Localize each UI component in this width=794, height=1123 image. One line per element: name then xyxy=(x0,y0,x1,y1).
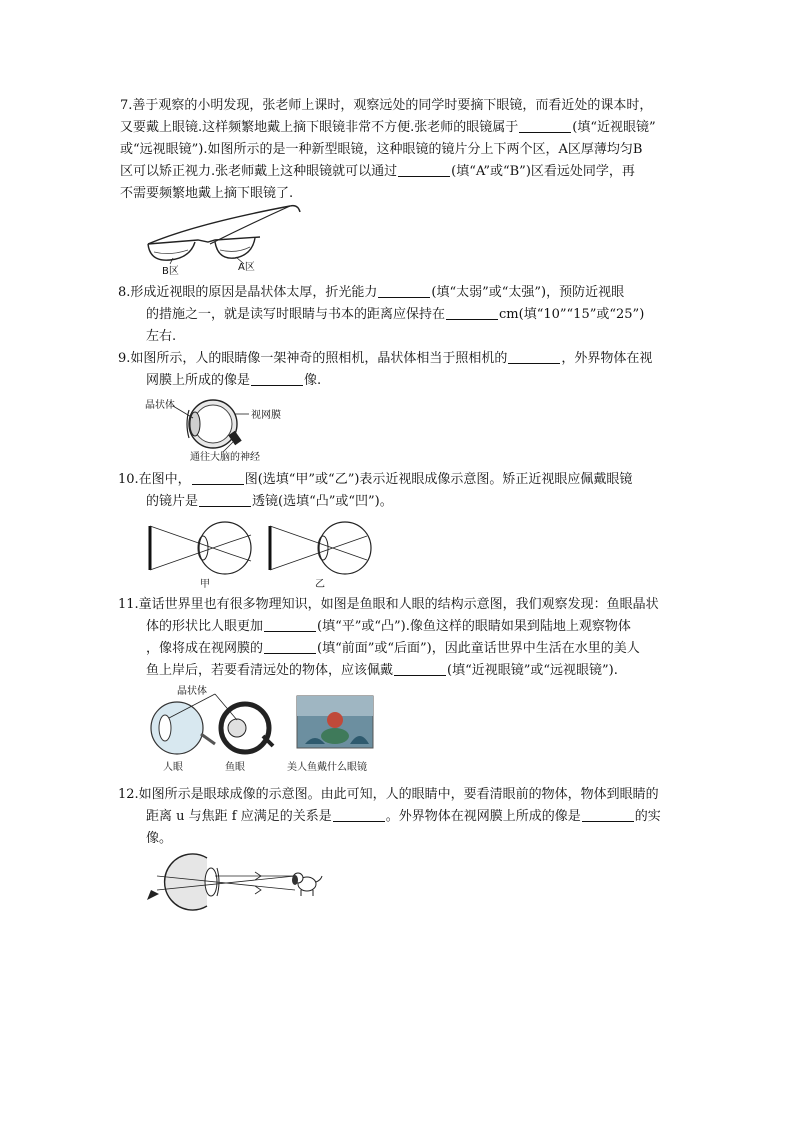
q10-blank1[interactable] xyxy=(192,472,244,485)
fish-eye-figure xyxy=(145,684,395,774)
q9-nerve-label: 通往大脑的神经 xyxy=(190,452,260,462)
q8-blank2[interactable] xyxy=(446,307,498,320)
q7-line2: 又要戴上眼镜.这样频繁地戴上摘下眼镜非常不方便.张老师的眼镜属于 (填“近视眼镜” xyxy=(120,120,656,135)
q11-line2: 体的形状比人眼更加 (填“平”或“凸”).像鱼这样的眼睛如果到陆地上观察物体 xyxy=(146,619,631,634)
q11-blank2[interactable] xyxy=(264,641,316,654)
q7-blank1[interactable] xyxy=(519,120,571,133)
q9-line1: 9.如图所示，人的眼睛像一架神奇的照相机，晶状体相当于照相机的 ，外界物体在视 xyxy=(118,351,653,366)
q7-line3: 或“远视眼镜”).如图所示的是一种新型眼镜，这种眼镜的镜片分上下两个区，A区厚薄均匀B xyxy=(120,142,643,157)
eye-imaging-figure xyxy=(145,850,325,914)
q8-line3: 左右. xyxy=(146,329,177,344)
q11-blank3[interactable] xyxy=(394,663,446,676)
q12-line3: 像。 xyxy=(146,831,173,846)
glasses-b-label: B区 xyxy=(162,266,179,277)
eye-camera-figure xyxy=(145,396,315,462)
q12-blank2[interactable] xyxy=(582,809,634,822)
q10-line2: 的镜片是 透镜(选填“凸”或“凹”)。 xyxy=(146,494,393,509)
q11-human-label: 人眼 xyxy=(163,762,183,773)
q11-fish-label: 鱼眼 xyxy=(225,762,245,773)
q11-line1: 11.童话世界里也有很多物理知识，如图是鱼眼和人眼的结构示意图，我们观察发现：鱼眼晶状 xyxy=(118,597,659,612)
q9-retina-label: 视网膜 xyxy=(251,410,281,421)
glasses-a-label: A区 xyxy=(238,262,255,273)
glasses-figure xyxy=(140,200,310,280)
q8-line1: 8.形成近视眼的原因是晶状体太厚，折光能力 (填“太弱”或“太强”)，预防近视眼 xyxy=(118,285,625,300)
q7-blank2[interactable] xyxy=(398,164,450,177)
q9-blank1[interactable] xyxy=(508,351,560,364)
myopia-hyperopia-figure xyxy=(145,514,385,590)
q7-line4: 区可以矫正视力.张老师戴上这种眼镜就可以通过 (填“A”或“B”)区看远处同学，再 xyxy=(120,164,635,179)
q12-line2: 距离 u 与焦距 f 应满足的关系是 。外界物体在视网膜上所成的像是 的实 xyxy=(146,809,661,824)
q11-blank1[interactable] xyxy=(264,619,316,632)
q7-line1: 7.善于观察的小明发现，张老师上课时，观察远处的同学时要摘下眼镜，而看近处的课本时， xyxy=(120,98,653,113)
q9-blank2[interactable] xyxy=(251,373,303,386)
q11-mermaid-label: 美人鱼戴什么眼镜 xyxy=(287,762,367,773)
q9-line2: 网膜上所成的像是 像. xyxy=(146,373,322,388)
q7-line5: 不需要频繁地戴上摘下眼镜了. xyxy=(120,186,294,201)
q10-yi-label: 乙 xyxy=(315,579,325,590)
q8-blank1[interactable] xyxy=(378,285,430,298)
q12-line1: 12.如图所示是眼球成像的示意图。由此可知，人的眼睛中，要看清眼前的物体，物体到眼睛的 xyxy=(118,787,659,802)
q11-line4: 鱼上岸后，若要看清远处的物体，应该佩戴 (填“近视眼镜”或“远视眼镜”). xyxy=(146,663,618,678)
q9-lens-label: 晶状体 xyxy=(145,400,175,411)
q11-lens-label: 晶状体 xyxy=(177,686,207,697)
q10-jia-label: 甲 xyxy=(200,579,210,590)
q12-blank1[interactable] xyxy=(333,809,385,822)
q8-line2: 的措施之一，就是读写时眼睛与书本的距离应保持在 cm(填“10”“15”或“25”) xyxy=(146,307,645,322)
q11-line3: ，像将成在视网膜的 (填“前面”或“后面”)，因此童话世界中生活在水里的美人 xyxy=(146,641,640,656)
q10-blank2[interactable] xyxy=(199,494,251,507)
q10-line1: 10.在图中， 图(选填“甲”或“乙”)表示近视眼成像示意图。矫正近视眼应佩戴眼镜 xyxy=(118,472,633,487)
